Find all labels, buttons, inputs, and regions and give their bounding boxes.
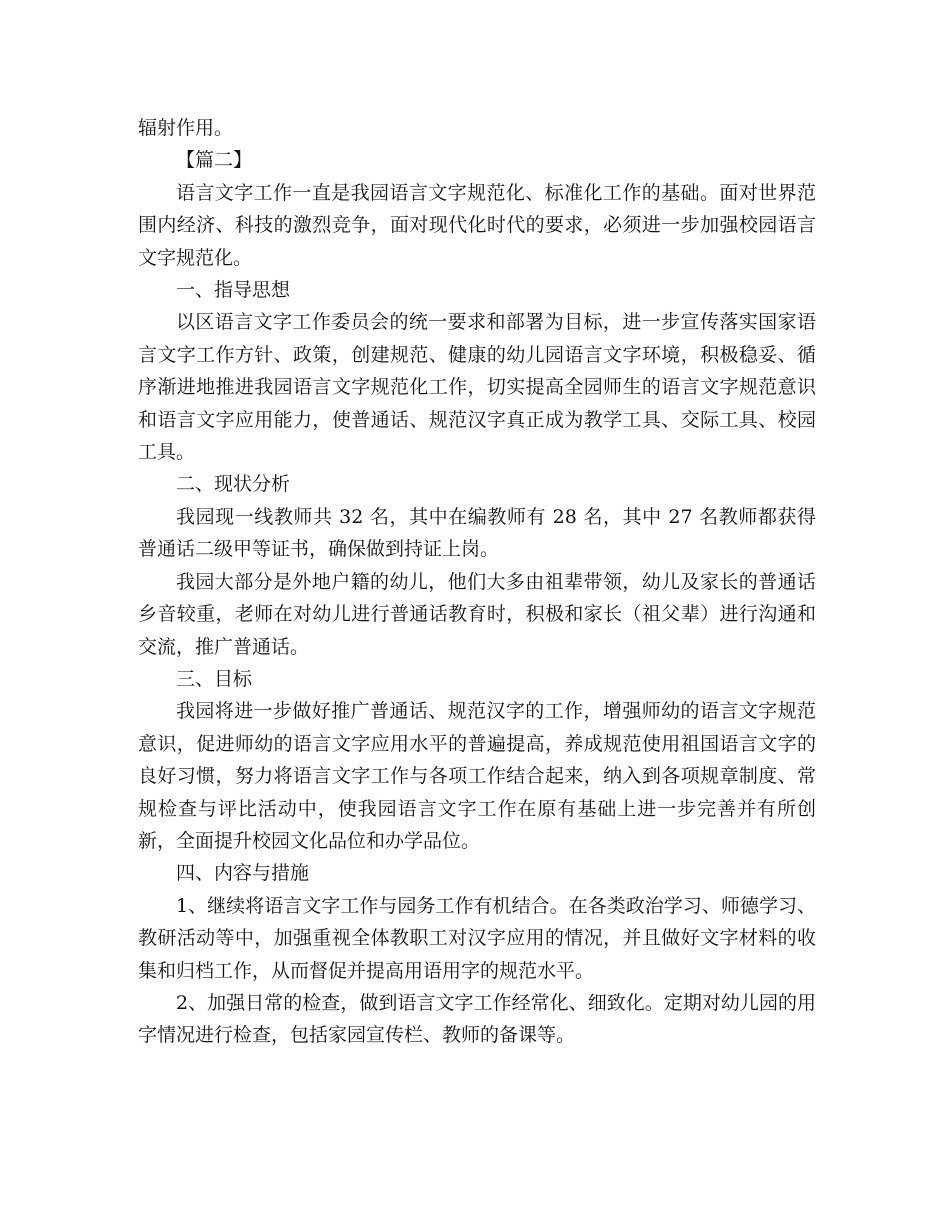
heading-guiding-thought: 一、指导思想: [176, 279, 291, 302]
document-page: [138, 112, 816, 1052]
heading-goals: 三、目标: [176, 667, 253, 690]
paragraph-status-children: 我园大部分是外地户籍的幼儿，他们大多由祖辈带领，幼儿及家长的普通话乡音较重，老师在对幼儿进行普通话教育时，积极和家长（祖父辈）进行沟通和交流，推广普通话。: [138, 570, 816, 658]
heading-status-analysis: 二、现状分析: [176, 473, 291, 496]
heading-content-measures: 四、内容与措施: [176, 862, 310, 885]
section-label-part-two: 【篇二】: [176, 149, 253, 172]
paragraph-guiding-thought: 以区语言文字工作委员会的统一要求和部署为目标，进一步宣传落实国家语言文字工作方针、政策，创建规范、健康的幼儿园语言文字环境，积极稳妥、循序渐进地推进我园语言文字规范化工作，切实提高全园师生的语言文字规范意识和语言文字应用能力，使普通话、规范汉字真正成为教学工具、交际工具、校园工具。: [138, 311, 816, 464]
paragraph-intro: 语言文字工作一直是我园语言文字规范化、标准化工作的基础。面对世界范围内经济、科技的激烈竞争，面对现代化时代的要求，必须进一步加强校园语言文字规范化。: [138, 181, 816, 269]
paragraph-measure-1: 1、继续将语言文字工作与园务工作有机结合。在各类政治学习、师德学习、教研活动等中，加强重视全体教职工对汉字应用的情况，并且做好文字材料的收集和归档工作，从而督促并提高用语用字的规范水平。: [138, 894, 816, 982]
paragraph-measure-2: 2、加强日常的检查，做到语言文字工作经常化、细致化。定期对幼儿园的用字情况进行检查，包括家园宣传栏、教师的备课等。: [138, 991, 816, 1047]
paragraph-continuation: 辐射作用。: [138, 117, 234, 139]
paragraph-status-teachers: 我园现一线教师共 32 名，其中在编教师有 28 名，其中 27 名教师都获得普通话二级甲等证书，确保做到持证上岗。: [138, 505, 816, 561]
paragraph-goals: 我园将进一步做好推广普通话、规范汉字的工作，增强师幼的语言文字规范意识，促进师幼的语言文字应用水平的普遍提高，养成规范使用祖国语言文字的良好习惯，努力将语言文字工作与各项工作结合起来，纳入到各项规章制度、常规检查与评比活动中，使我园语言文字工作在原有基础上进一步完善并有所创新，全面提升校园文化品位和办学品位。: [138, 700, 816, 852]
